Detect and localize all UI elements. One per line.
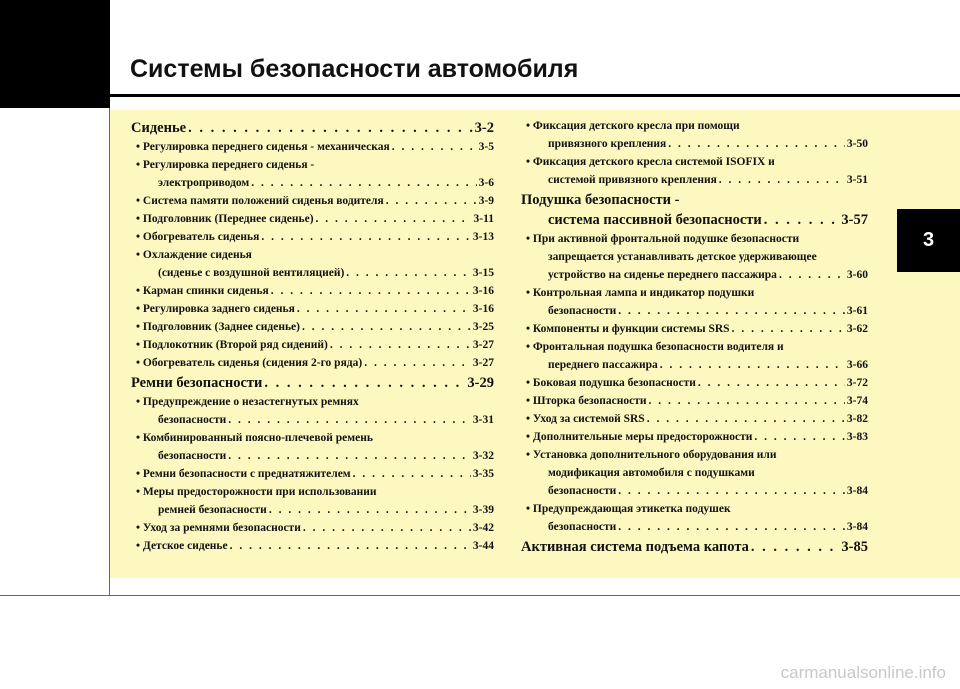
toc-entry-title: системой привязного крепления [548,174,717,186]
toc-entry-page: 3-85 [841,539,868,555]
leader-dots [228,414,471,426]
toc-entry-page: 3-5 [478,141,494,153]
toc-entry[interactable] [131,285,494,303]
leader-dots [732,323,845,335]
toc-entry-title-line: • Фиксация детского кресла при помощи [526,120,740,132]
leader-dots [754,431,845,443]
toc-entry-title: • Компоненты и функции системы SRS [526,323,730,335]
leader-dots [346,267,471,279]
toc-entry[interactable] [131,450,494,468]
toc-entry-page: 3-11 [473,213,494,225]
toc-entry[interactable] [131,231,494,249]
toc-entry-title: (сиденье с воздушной вентиляцией) [158,267,345,279]
toc-entry-title: переднего пассажира [548,359,658,371]
toc-entry[interactable] [131,540,494,558]
toc-entry[interactable] [521,395,868,413]
toc-entry[interactable] [131,414,494,432]
toc-entry-title: • Дополнительные меры предосторожности [526,431,753,443]
toc-entry-title-line: • Охлаждение сиденья [136,249,252,261]
leader-dots [618,305,845,317]
toc-entry[interactable] [521,174,868,192]
leader-dots [698,377,845,389]
leader-dots [316,213,472,225]
toc-entry-page: 3-25 [472,321,494,333]
toc-entry-title: • Карман спинки сиденья [136,285,269,297]
toc-entry-page: 3-72 [846,377,868,389]
toc-entry-title: • Шторка безопасности [526,395,647,407]
leader-dots [230,540,471,552]
toc-entry-title: • Уход за системой SRS [526,413,645,425]
toc-entry-page: 3-27 [472,357,494,369]
toc-entry[interactable] [131,375,494,396]
toc-entry[interactable] [521,377,868,395]
toc-entry[interactable] [521,521,868,539]
toc-entry-title-line: • Комбинированный поясно-плечевой ремень [136,432,373,444]
leader-dots [386,195,477,207]
toc-entry-page: 3-62 [846,323,868,335]
toc-entry-title-line: • Предупреждение о незастегнутых ремнях [136,396,359,408]
footer-divider [0,595,960,596]
toc-entry-page: 3-50 [846,138,868,150]
toc-entry-page: 3-82 [846,413,868,425]
toc-entry-title: • Подголовник (Переднее сиденье) [136,213,314,225]
toc-entry[interactable] [521,431,868,449]
toc-entry-page: 3-74 [846,395,868,407]
toc-entry-page: 3-84 [846,521,868,533]
leader-dots [660,359,845,371]
toc-entry[interactable] [131,339,494,357]
toc-entry-title: привязного крепления [548,138,667,150]
watermark: carmanualsonline.info [780,663,946,682]
toc-entry-title-line: Подушка безопасности - [521,192,680,208]
toc-entry[interactable] [131,522,494,540]
toc-entry-title-line: • При активной фронтальной подушке безопасности [526,233,800,245]
leader-dots [261,231,471,243]
toc-entry-title-line: • Регулировка переднего сиденья - [136,159,315,171]
leader-dots [618,521,845,533]
leader-dots [353,468,471,480]
toc-entry-title: • Регулировка переднего сиденья - механическая [136,141,390,153]
toc-entry[interactable] [521,359,868,377]
toc-entry-page: 3-15 [472,267,494,279]
toc-entry-title: • Боковая подушка безопасности [526,377,696,389]
chapter-corner-block [0,0,110,108]
toc-entry-title-line: модификация автомобиля с подушками [548,467,755,479]
leader-dots [303,522,471,534]
toc-entry-page: 3-60 [846,269,868,281]
leader-dots [668,138,845,150]
toc-entry-title-line: • Предупреждающая этикетка подушек [526,503,731,515]
toc-entry-title: устройство на сиденье переднего пассажира [548,269,777,281]
leader-dots [330,339,471,351]
toc-entry-title: • Ремни безопасности с преднатяжителем [136,468,351,480]
toc-entry[interactable] [131,468,494,486]
toc-entry-title: безопасности [548,305,617,317]
toc-entry[interactable] [521,485,868,503]
toc-entry[interactable] [131,120,494,141]
leader-dots [764,212,840,229]
toc-entry[interactable] [131,213,494,231]
toc-entry-title-line: • Контрольная лампа и индикатор подушки [526,287,755,299]
toc-entry-title: • Подлокотник (Второй ряд сидений) [136,339,328,351]
toc-entry-page: 3-66 [846,359,868,371]
leader-dots [302,321,471,333]
toc-entry-title: • Обогреватель сиденья (сидения 2-го ряда) [136,357,363,369]
toc-entry[interactable] [131,303,494,321]
toc-entry-title: безопасности [158,414,227,426]
toc-entry[interactable] [521,269,868,287]
toc-entry-title: • Система памяти положений сиденья водителя [136,195,384,207]
toc-entry-page: 3-51 [846,174,868,186]
leader-dots [751,539,840,556]
toc-entry-page: 3-9 [478,195,494,207]
toc-entry-title-line: запрещается устанавливать детское удерживающее [548,251,817,263]
toc-entry[interactable] [131,357,494,375]
toc-entry-title-line: • Меры предосторожности при использовании [136,486,377,498]
toc-entry-page: 3-35 [472,468,494,480]
toc-entry-page: 3-2 [474,120,494,136]
toc-entry-page: 3-31 [472,414,494,426]
toc-entry[interactable] [521,305,868,323]
toc-entry-title: Активная система подъема капота [521,539,749,555]
toc-entry-title-line: • Фиксация детского кресла системой ISOFIX и [526,156,775,168]
toc-entry-title-line: • Установка дополнительного оборудования или [526,449,777,461]
toc-entry[interactable] [131,141,494,159]
toc-entry[interactable] [131,195,494,213]
toc-entry[interactable] [131,177,494,195]
toc-entry-title-line: • Фронтальная подушка безопасности водителя и [526,341,784,353]
toc-entry-title: • Обогреватель сиденья [136,231,260,243]
title-divider [110,94,960,97]
toc-entry-page: 3-39 [472,504,494,516]
toc-entry-page: 3-44 [472,540,494,552]
toc-entry-page: 3-32 [472,450,494,462]
toc-entry[interactable] [131,321,494,339]
toc-entry-title: система пассивной безопасности [548,212,762,228]
leader-dots [647,413,845,425]
toc-entry-title: Ремни безопасности [131,375,263,391]
margin-divider [109,108,110,596]
leader-dots [188,120,473,137]
toc-left-column [131,120,494,558]
toc-entry-title: • Детское сиденье [136,540,228,552]
toc-entry-title: безопасности [158,450,227,462]
leader-dots [392,141,477,153]
toc-entry-title: электроприводом [158,177,250,189]
leader-dots [297,303,471,315]
leader-dots [364,357,471,369]
leader-dots [618,485,845,497]
toc-entry-title: ремней безопасности [158,504,267,516]
toc-entry-page: 3-83 [846,431,868,443]
toc-entry-title: • Регулировка заднего сиденья [136,303,295,315]
leader-dots [269,504,471,516]
leader-dots [271,285,471,297]
toc-entry-page: 3-6 [478,177,494,189]
toc-entry-page: 3-42 [472,522,494,534]
toc-entry-title: безопасности [548,521,617,533]
toc-entry[interactable] [521,138,868,156]
toc-entry-page: 3-84 [846,485,868,497]
toc-entry-title: безопасности [548,485,617,497]
leader-dots [779,269,845,281]
page-title: Системы безопасности автомобиля [130,55,579,83]
toc-entry-page: 3-29 [467,375,494,391]
toc-entry[interactable] [521,323,868,341]
toc-entry-page: 3-16 [472,285,494,297]
toc-entry-page: 3-57 [841,212,868,228]
toc-entry[interactable] [131,504,494,522]
toc-entry[interactable] [521,539,868,560]
toc-entry-page: 3-27 [472,339,494,351]
leader-dots [719,174,845,186]
toc-entry[interactable] [521,212,868,233]
toc-entry-page: 3-13 [472,231,494,243]
leader-dots [264,375,465,392]
leader-dots [228,450,471,462]
toc-entry-page: 3-61 [846,305,868,317]
toc-entry-page: 3-16 [472,303,494,315]
chapter-tab[interactable]: 3 [897,209,960,272]
toc-entry-title: • Уход за ремнями безопасности [136,522,301,534]
toc-entry[interactable] [131,267,494,285]
toc-entry[interactable] [521,413,868,431]
leader-dots [251,177,476,189]
toc-entry-title: • Подголовник (Заднее сиденье) [136,321,300,333]
toc-entry-title: Сиденье [131,120,187,136]
toc-right-column [521,120,868,560]
leader-dots [649,395,845,407]
